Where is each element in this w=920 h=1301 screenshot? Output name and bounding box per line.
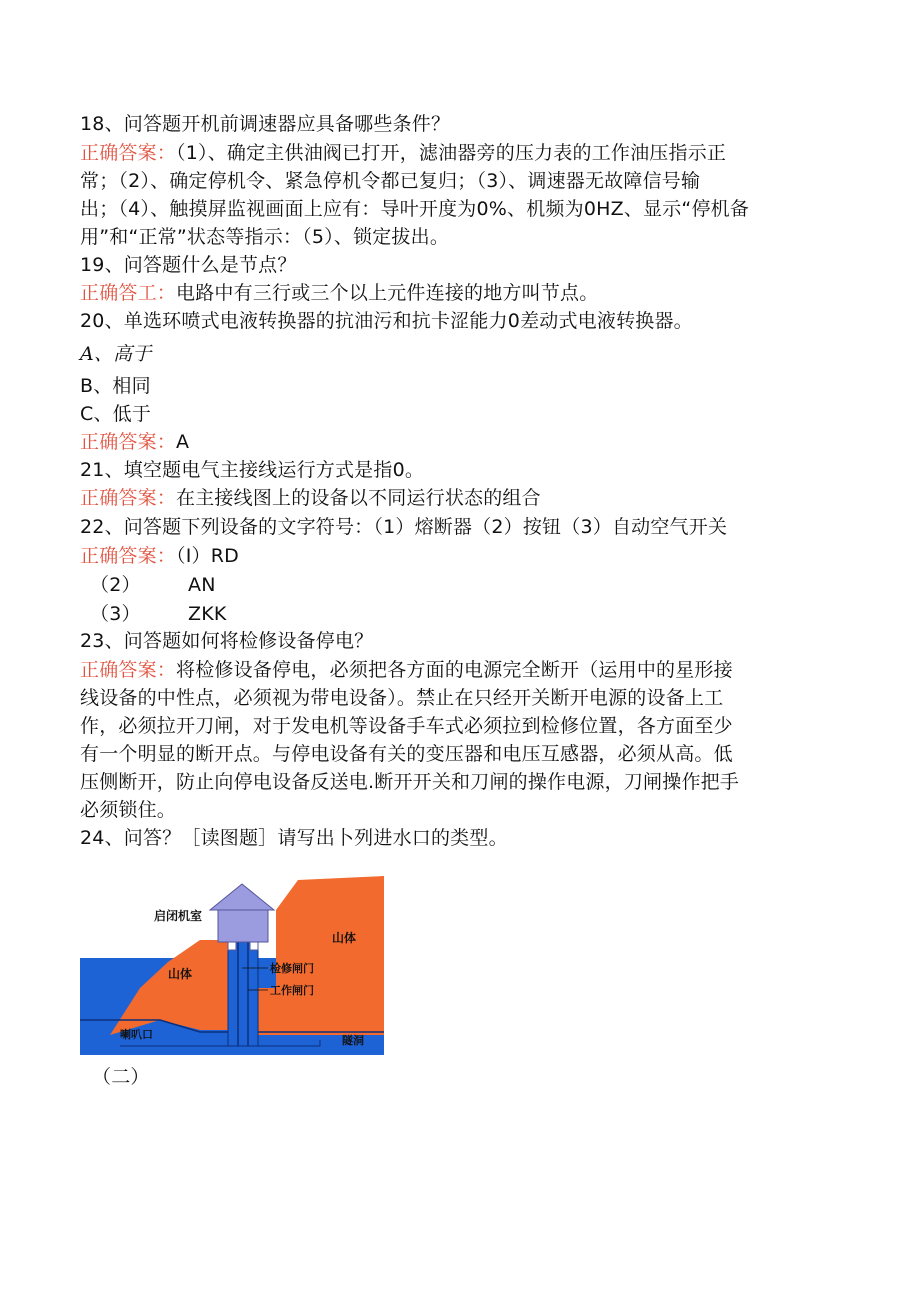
answer-text: A <box>176 431 190 453</box>
gate-shaft <box>228 942 258 1046</box>
answer-text: （I）RD <box>176 545 239 567</box>
answer-label: 正确答案： <box>80 142 177 164</box>
q23-answer-line-3: 作，必须拉开刀闸，对于发电机等设备手车式必须拉到检修位置，各方面至少 <box>80 715 733 737</box>
q23-answer-line-6: 必须锁住。 <box>80 799 177 821</box>
gate-hoist-room <box>218 910 268 942</box>
answer-label: 正确答工： <box>80 282 177 304</box>
label-mountain-right: 山体 <box>332 931 357 945</box>
q23-answer-line-2: 线设备的中性点，必须视为带电设备）。禁止在只经开关断开电源的设备上工 <box>80 687 724 709</box>
q23-answer-line-5: 压侧断开，防止向停电设备反送电.断开开关和刀闸的操作电源，刀闸操作把手 <box>80 771 740 793</box>
q20-answer <box>80 428 189 456</box>
answer-text: 在主接线图上的设备以不同运行状态的组合 <box>176 487 541 509</box>
q18-question: 18、问答题开机前调速器应具备哪些条件？ <box>80 113 451 135</box>
answer-label: 正确答案： <box>80 545 177 567</box>
q19-answer <box>80 279 598 307</box>
answer-text: （1）、确定主供油阀已打开，滤油器旁的压力表的工作油压指示正 <box>176 142 727 164</box>
q18-answer-line-1 <box>80 139 726 167</box>
q22-question: 22、问答题下列设备的文字符号：（1）熔断器（2）按钮（3）自动空气开关 <box>80 516 728 538</box>
q20-option-b: B、相同 <box>80 375 151 397</box>
q18-answer-line-2: 常；（2）、确定停机令、紧急停机令都已复归；（3）、调速器无故障信号输 <box>80 170 701 192</box>
q19-question: 19、问答题什么是节点？ <box>80 254 297 276</box>
label-bellmouth: 喇叭口 <box>120 1028 153 1041</box>
q22-answer-line-1 <box>80 542 239 570</box>
q23-question: 23、问答题如何将检修设备停电？ <box>80 630 374 652</box>
q22-item-3-num: （3） <box>90 603 141 625</box>
q22-item-3-code: ZKK <box>188 603 227 625</box>
room-pillar <box>228 942 236 950</box>
q23-answer-line-1 <box>80 656 733 684</box>
answer-label: 正确答案： <box>80 659 177 681</box>
label-mountain-left: 山体 <box>168 967 193 981</box>
q20-option-a: A、高于 <box>80 343 152 365</box>
figure-caption: （二） <box>92 1066 150 1088</box>
room-pillar <box>250 942 258 950</box>
q20-option-c: C、低于 <box>80 403 152 425</box>
q24-question: 24、问答？［读图题］请写出卜列进水口的类型。 <box>80 827 508 849</box>
label-tunnel: 隧洞 <box>342 1034 364 1047</box>
answer-text: 将检修设备停电，必须把各方面的电源完全断开（运用中的星形接 <box>176 659 733 681</box>
label-maintenance-gate: 检修闸门 <box>270 962 314 975</box>
q23-answer-line-4: 有一个明显的断开点。与停电设备有关的变压器和电压互感器，必须从高。低 <box>80 743 733 765</box>
answer-text: 电路中有三行或三个以上元件连接的地方叫节点。 <box>176 282 599 304</box>
intake-diagram <box>80 870 384 1060</box>
answer-label: 正确答案： <box>80 487 177 509</box>
q18-answer-line-4: 用”和“正常”状态等指示：（5）、锁定拔出。 <box>80 226 450 248</box>
q22-item-2-code: AN <box>188 574 216 596</box>
label-room: 启闭机室 <box>154 909 203 923</box>
label-work-gate: 工作闸门 <box>270 984 314 997</box>
q22-item-2-num: （2） <box>90 574 141 596</box>
q18-answer-line-3: 出；（4）、触摸屏监视画面上应有：导叶开度为0%、机频为0HZ、显示“停机备 <box>80 198 750 220</box>
q21-answer <box>80 484 541 512</box>
q20-question: 20、单选环喷式电液转换器的抗油污和抗卡涩能力0差动式电液转换器。 <box>80 310 693 332</box>
answer-label: 正确答案： <box>80 431 177 453</box>
q21-question: 21、填空题电气主接线运行方式是指0。 <box>80 459 425 481</box>
